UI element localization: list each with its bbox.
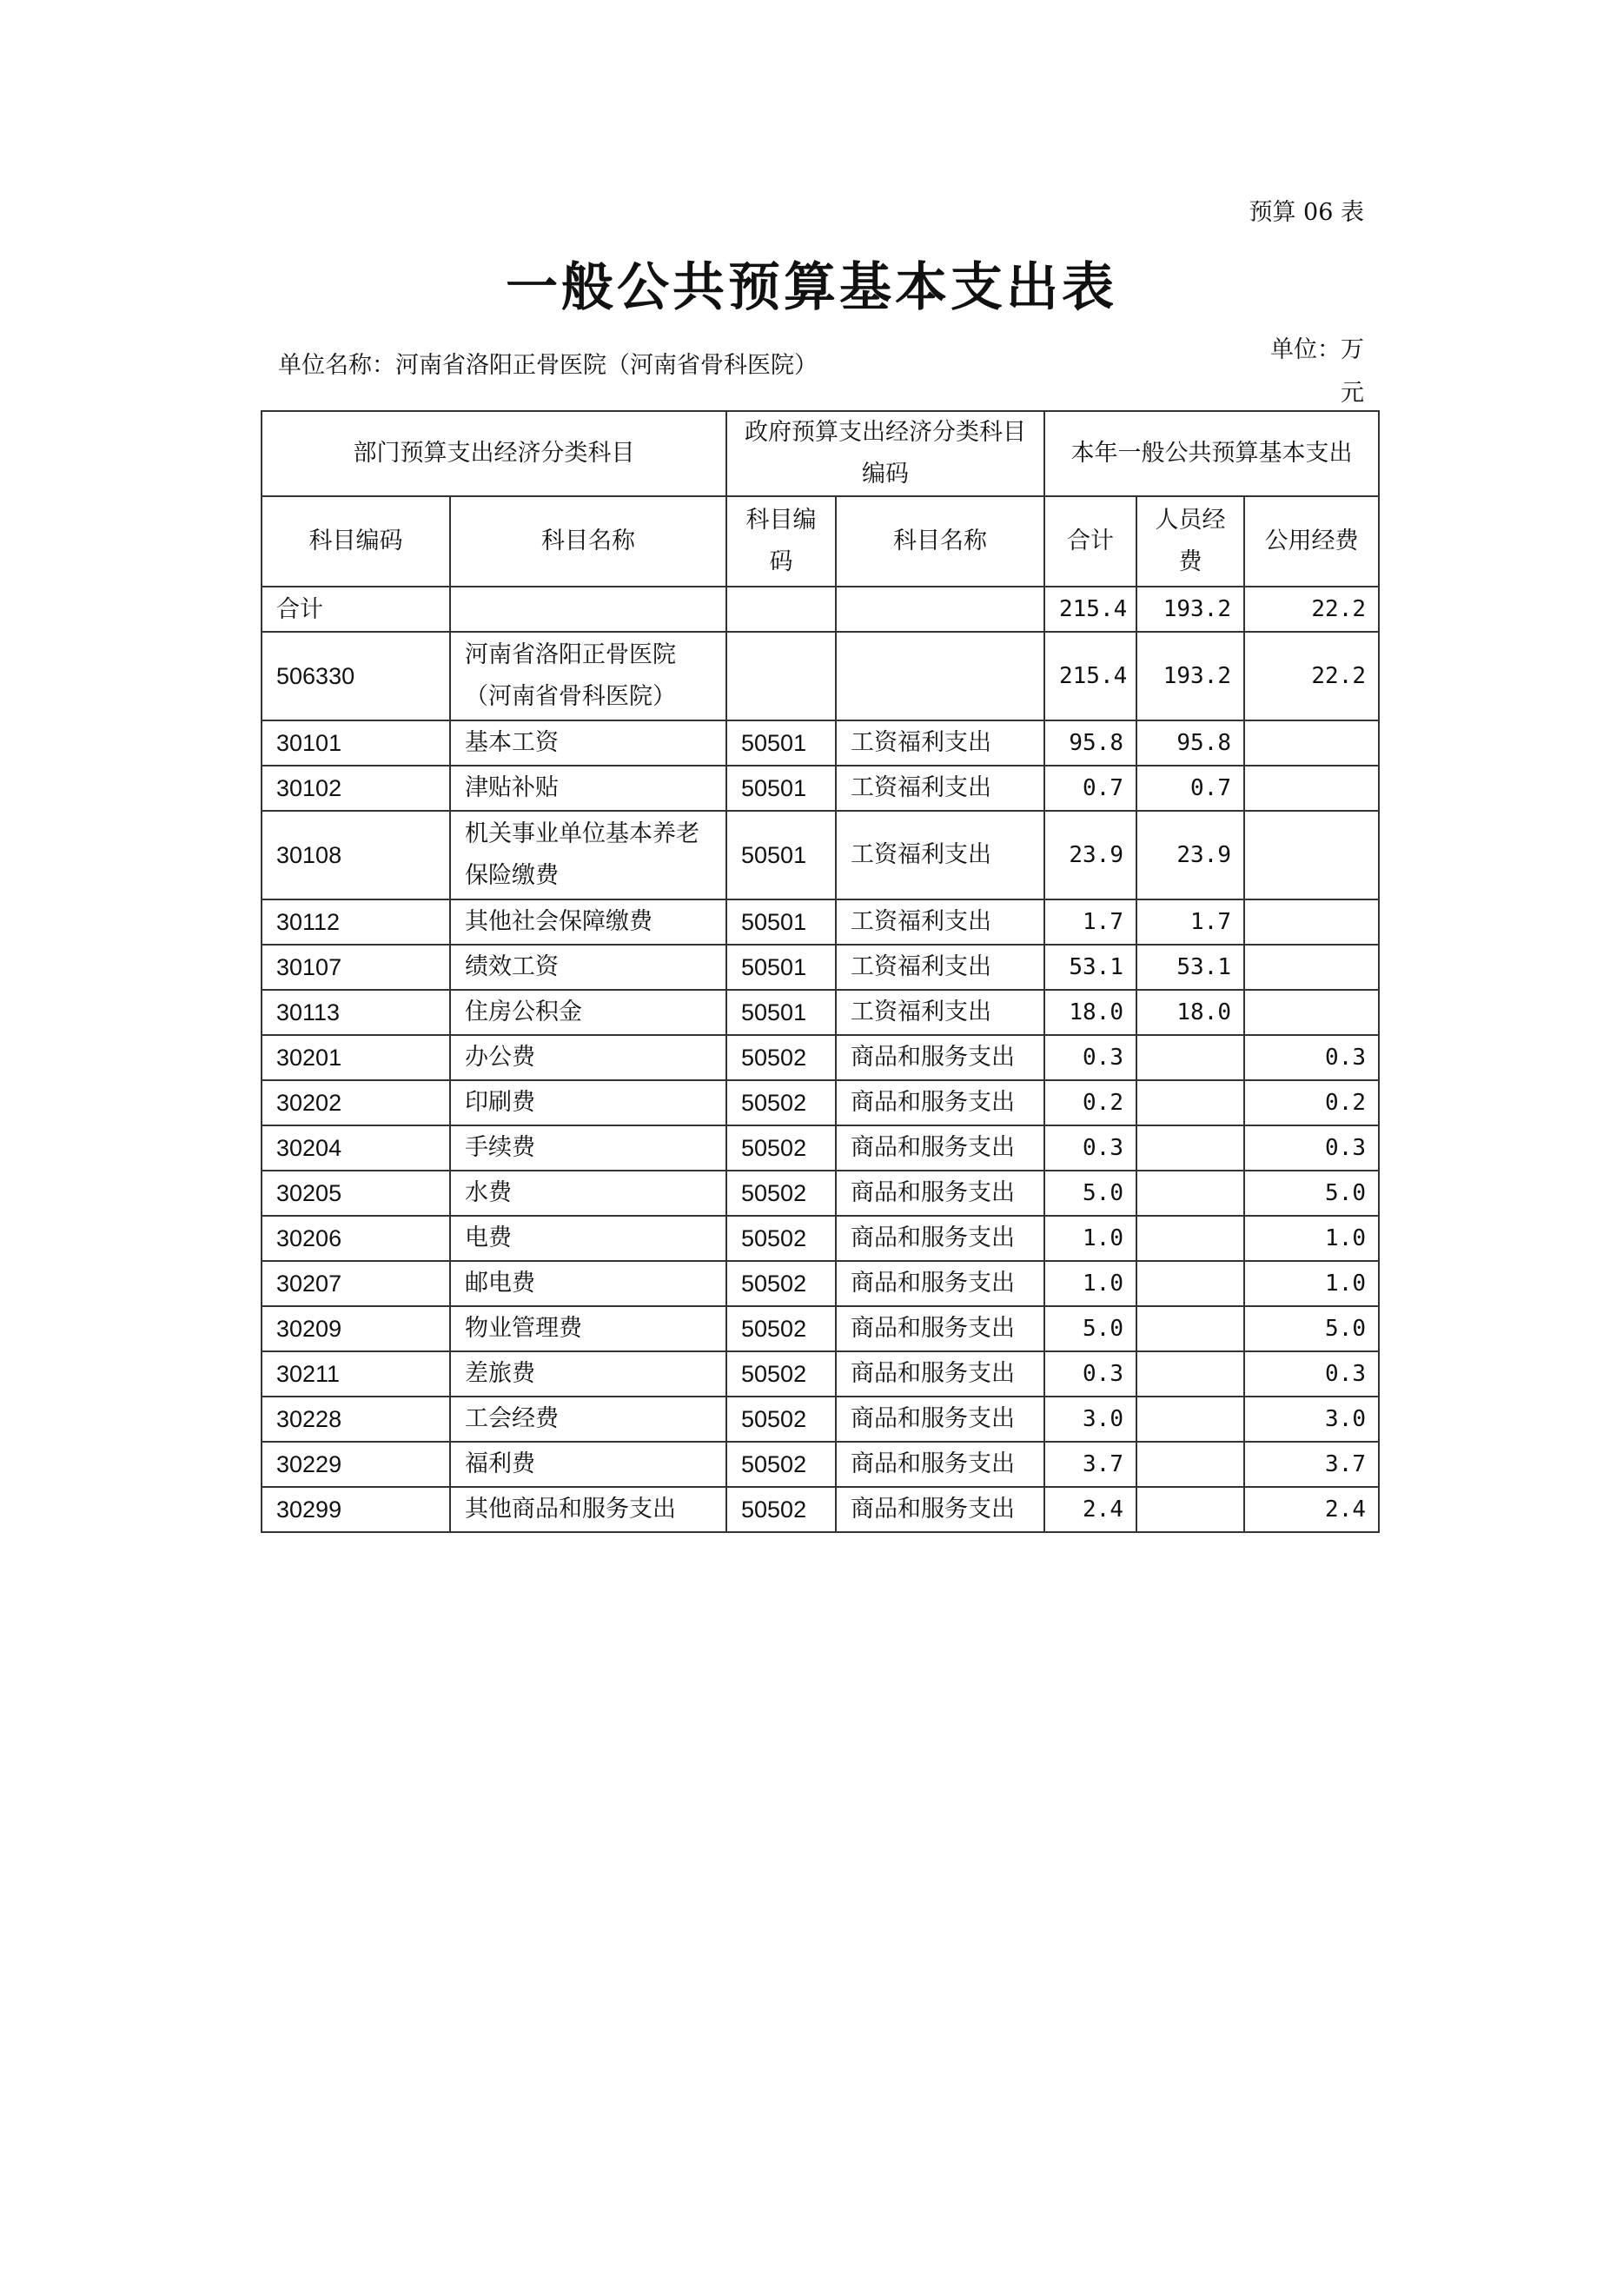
cell-gov-name: 工资福利支出 — [836, 945, 1044, 990]
cell-gov-code — [726, 587, 836, 632]
cell-name: 邮电费 — [450, 1261, 726, 1306]
header-row-columns — [262, 496, 1379, 587]
cell-name: 电费 — [450, 1216, 726, 1261]
cell-gov-code: 50502 — [726, 1261, 836, 1306]
cell-gov-code: 50502 — [726, 1306, 836, 1351]
cell-gov-name: 商品和服务支出 — [836, 1125, 1044, 1171]
cell-name: 物业管理费 — [450, 1306, 726, 1351]
cell-gov-code: 50501 — [726, 766, 836, 811]
table-row — [262, 1442, 1379, 1487]
cell-name: 手续费 — [450, 1125, 726, 1171]
cell-gov-code: 50502 — [726, 1442, 836, 1487]
cell-personnel: 0.7 — [1136, 766, 1244, 811]
cell-code: 30211 — [262, 1351, 450, 1397]
cell-gov-code: 50502 — [726, 1080, 836, 1125]
cell-name: 基本工资 — [450, 720, 726, 766]
cell-code: 30206 — [262, 1216, 450, 1261]
cell-total: 215.4 — [1044, 587, 1136, 632]
cell-personnel — [1136, 1442, 1244, 1487]
cell-personnel — [1136, 1216, 1244, 1261]
cell-public — [1244, 811, 1379, 899]
cell-gov-name: 工资福利支出 — [836, 990, 1044, 1035]
table-row — [262, 1487, 1379, 1532]
table-row — [262, 1397, 1379, 1442]
cell-public: 0.3 — [1244, 1035, 1379, 1080]
cell-gov-code: 50502 — [726, 1035, 836, 1080]
cell-code: 30228 — [262, 1397, 450, 1442]
cell-gov-name: 商品和服务支出 — [836, 1487, 1044, 1532]
cell-personnel — [1136, 1125, 1244, 1171]
header-gov-group: 政府预算支出经济分类科目编码 — [726, 411, 1044, 496]
cell-code: 30101 — [262, 720, 450, 766]
cell-gov-code: 50502 — [726, 1487, 836, 1532]
table-row — [262, 632, 1379, 720]
cell-name: 其他商品和服务支出 — [450, 1487, 726, 1532]
cell-personnel: 1.7 — [1136, 899, 1244, 945]
cell-code: 30201 — [262, 1035, 450, 1080]
cell-code: 30205 — [262, 1171, 450, 1216]
cell-public: 0.2 — [1244, 1080, 1379, 1125]
cell-total: 0.7 — [1044, 766, 1136, 811]
cell-gov-name: 工资福利支出 — [836, 811, 1044, 899]
cell-name: 办公费 — [450, 1035, 726, 1080]
cell-total: 53.1 — [1044, 945, 1136, 990]
cell-personnel — [1136, 1306, 1244, 1351]
cell-personnel — [1136, 1171, 1244, 1216]
cell-code: 30112 — [262, 899, 450, 945]
cell-personnel: 18.0 — [1136, 990, 1244, 1035]
table-row — [262, 766, 1379, 811]
cell-public: 2.4 — [1244, 1487, 1379, 1532]
cell-gov-name: 工资福利支出 — [836, 899, 1044, 945]
cell-public: 3.0 — [1244, 1397, 1379, 1442]
header-row-group — [262, 411, 1379, 496]
cell-code: 506330 — [262, 632, 450, 720]
cell-gov-code — [726, 632, 836, 720]
cell-gov-name: 商品和服务支出 — [836, 1261, 1044, 1306]
table-row — [262, 1080, 1379, 1125]
cell-gov-name: 商品和服务支出 — [836, 1351, 1044, 1397]
cell-gov-name — [836, 587, 1044, 632]
cell-gov-code: 50501 — [726, 811, 836, 899]
cell-gov-code: 50502 — [726, 1397, 836, 1442]
cell-total: 5.0 — [1044, 1171, 1136, 1216]
cell-gov-name: 商品和服务支出 — [836, 1080, 1044, 1125]
table-body — [262, 587, 1379, 1532]
cell-code: 30107 — [262, 945, 450, 990]
table-row — [262, 1035, 1379, 1080]
form-number: 预算 06 表 — [1249, 199, 1364, 226]
cell-total: 18.0 — [1044, 990, 1136, 1035]
table-row — [262, 587, 1379, 632]
cell-code: 30108 — [262, 811, 450, 899]
cell-name: 津贴补贴 — [450, 766, 726, 811]
table-row — [262, 1306, 1379, 1351]
cell-name: 绩效工资 — [450, 945, 726, 990]
cell-gov-code: 50501 — [726, 899, 836, 945]
cell-public: 0.3 — [1244, 1125, 1379, 1171]
cell-total: 5.0 — [1044, 1306, 1136, 1351]
cell-code: 30113 — [262, 990, 450, 1035]
table-row — [262, 720, 1379, 766]
cell-gov-code: 50502 — [726, 1125, 836, 1171]
cell-gov-name: 工资福利支出 — [836, 766, 1044, 811]
cell-personnel: 53.1 — [1136, 945, 1244, 990]
cell-gov-code: 50502 — [726, 1171, 836, 1216]
unit-label — [1260, 328, 1364, 415]
cell-total: 1.0 — [1044, 1261, 1136, 1306]
cell-personnel — [1136, 1035, 1244, 1080]
page-title: 一般公共预算基本支出表 — [506, 257, 1117, 318]
header-total: 合计 — [1044, 496, 1136, 587]
cell-total: 0.2 — [1044, 1080, 1136, 1125]
cell-gov-code: 50501 — [726, 990, 836, 1035]
cell-public: 22.2 — [1244, 632, 1379, 720]
cell-name: 印刷费 — [450, 1080, 726, 1125]
cell-personnel — [1136, 1351, 1244, 1397]
cell-personnel — [1136, 1397, 1244, 1442]
cell-name: 福利费 — [450, 1442, 726, 1487]
cell-personnel: 23.9 — [1136, 811, 1244, 899]
header-code: 科目编码 — [262, 496, 450, 587]
cell-public: 0.3 — [1244, 1351, 1379, 1397]
cell-public: 22.2 — [1244, 587, 1379, 632]
cell-name: 差旅费 — [450, 1351, 726, 1397]
cell-personnel: 193.2 — [1136, 632, 1244, 720]
unit-label-line-2: 元 — [1341, 380, 1364, 407]
header-public: 公用经费 — [1244, 496, 1379, 587]
cell-total: 3.7 — [1044, 1442, 1136, 1487]
header-gov-code: 科目编码 — [726, 496, 836, 587]
cell-public: 1.0 — [1244, 1261, 1379, 1306]
cell-public: 5.0 — [1244, 1306, 1379, 1351]
cell-gov-name: 商品和服务支出 — [836, 1216, 1044, 1261]
cell-public — [1244, 945, 1379, 990]
table-row — [262, 1125, 1379, 1171]
header-year-group: 本年一般公共预算基本支出 — [1044, 411, 1379, 496]
cell-total: 95.8 — [1044, 720, 1136, 766]
cell-name: 住房公积金 — [450, 990, 726, 1035]
cell-gov-name: 工资福利支出 — [836, 720, 1044, 766]
cell-personnel: 95.8 — [1136, 720, 1244, 766]
table-row — [262, 945, 1379, 990]
cell-public: 1.0 — [1244, 1216, 1379, 1261]
cell-gov-name: 商品和服务支出 — [836, 1397, 1044, 1442]
cell-public — [1244, 766, 1379, 811]
cell-code: 合计 — [262, 587, 450, 632]
cell-name: 机关事业单位基本养老保险缴费 — [450, 811, 726, 899]
cell-gov-code: 50501 — [726, 720, 836, 766]
table-row — [262, 1351, 1379, 1397]
cell-code: 30102 — [262, 766, 450, 811]
unit-name: 单位名称：河南省洛阳正骨医院（河南省骨科医院） — [278, 352, 818, 379]
cell-total: 23.9 — [1044, 811, 1136, 899]
table-row — [262, 899, 1379, 945]
cell-public: 5.0 — [1244, 1171, 1379, 1216]
cell-gov-code: 50502 — [726, 1351, 836, 1397]
cell-name: 其他社会保障缴费 — [450, 899, 726, 945]
cell-code: 30202 — [262, 1080, 450, 1125]
cell-name: 水费 — [450, 1171, 726, 1216]
cell-code: 30229 — [262, 1442, 450, 1487]
cell-code: 30207 — [262, 1261, 450, 1306]
cell-name: 工会经费 — [450, 1397, 726, 1442]
cell-public — [1244, 899, 1379, 945]
cell-name: 河南省洛阳正骨医院（河南省骨科医院） — [450, 632, 726, 720]
cell-public: 3.7 — [1244, 1442, 1379, 1487]
cell-gov-name: 商品和服务支出 — [836, 1035, 1044, 1080]
cell-public — [1244, 990, 1379, 1035]
cell-gov-name: 商品和服务支出 — [836, 1306, 1044, 1351]
cell-code: 30204 — [262, 1125, 450, 1171]
cell-gov-name: 商品和服务支出 — [836, 1171, 1044, 1216]
cell-name — [450, 587, 726, 632]
cell-personnel — [1136, 1080, 1244, 1125]
table-row — [262, 1261, 1379, 1306]
cell-public — [1244, 720, 1379, 766]
cell-total: 0.3 — [1044, 1035, 1136, 1080]
cell-gov-name — [836, 632, 1044, 720]
header-dept-group: 部门预算支出经济分类科目 — [262, 411, 726, 496]
cell-total: 0.3 — [1044, 1125, 1136, 1171]
cell-total: 3.0 — [1044, 1397, 1136, 1442]
cell-gov-name: 商品和服务支出 — [836, 1442, 1044, 1487]
cell-total: 215.4 — [1044, 632, 1136, 720]
cell-code: 30299 — [262, 1487, 450, 1532]
cell-personnel — [1136, 1487, 1244, 1532]
cell-gov-code: 50502 — [726, 1216, 836, 1261]
header-name: 科目名称 — [450, 496, 726, 587]
cell-total: 1.0 — [1044, 1216, 1136, 1261]
table-row — [262, 1171, 1379, 1216]
table-row — [262, 990, 1379, 1035]
cell-gov-code: 50501 — [726, 945, 836, 990]
header-personnel: 人员经费 — [1136, 496, 1244, 587]
table-row — [262, 811, 1379, 899]
cell-personnel: 193.2 — [1136, 587, 1244, 632]
budget-table — [261, 410, 1380, 1533]
cell-total: 2.4 — [1044, 1487, 1136, 1532]
cell-total: 0.3 — [1044, 1351, 1136, 1397]
unit-label-line-1: 单位：万 — [1270, 336, 1364, 363]
table-row — [262, 1216, 1379, 1261]
cell-personnel — [1136, 1261, 1244, 1306]
header-gov-name: 科目名称 — [836, 496, 1044, 587]
cell-total: 1.7 — [1044, 899, 1136, 945]
cell-code: 30209 — [262, 1306, 450, 1351]
